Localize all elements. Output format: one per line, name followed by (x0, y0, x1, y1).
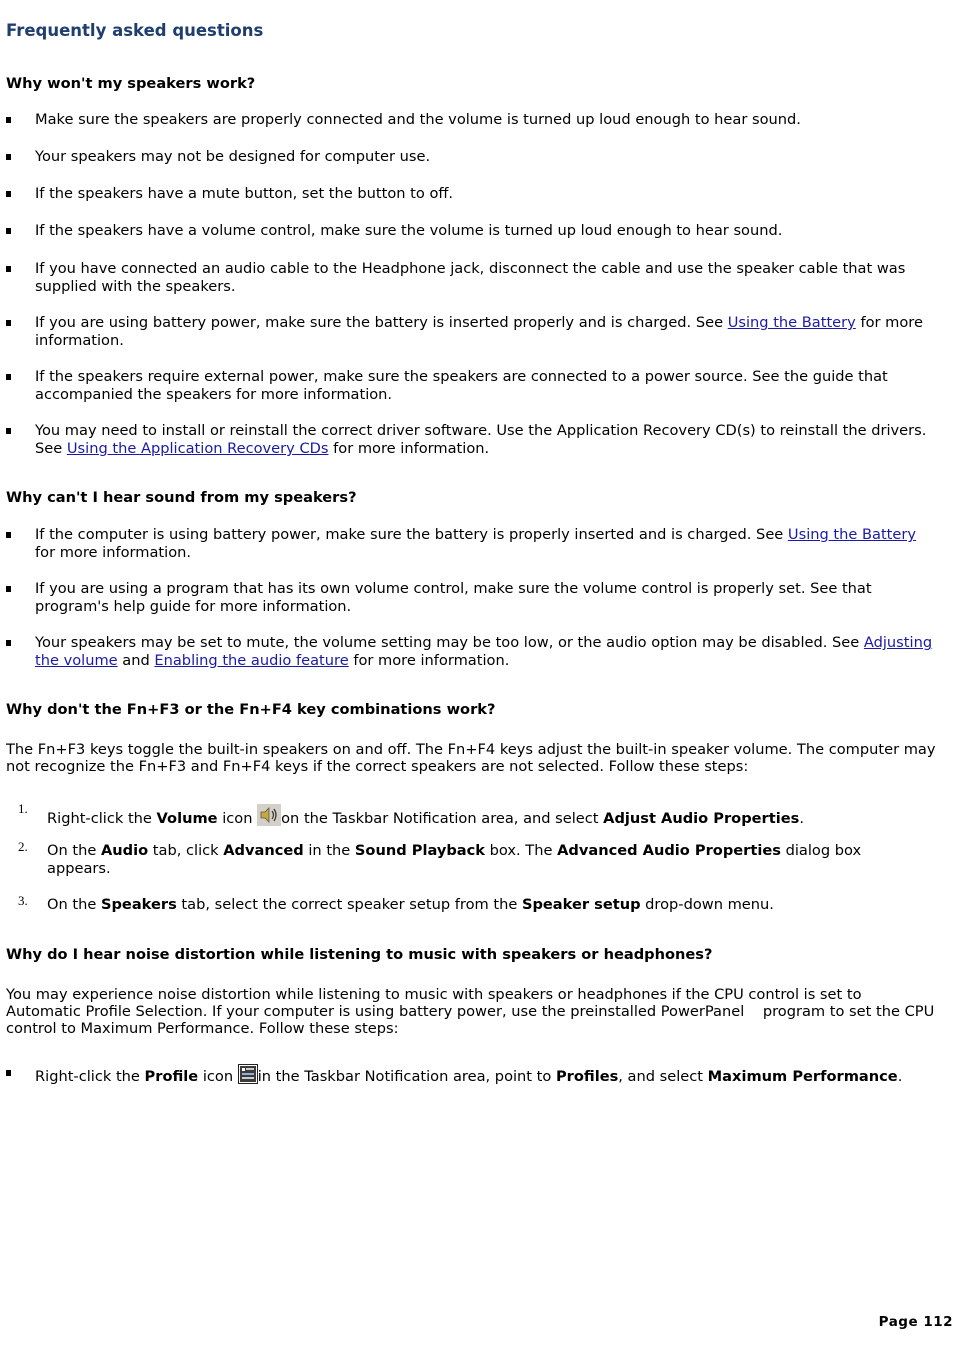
list-item: If the speakers have a volume control, make sure the volume is turned up loud enough to hear sound. (6, 222, 938, 240)
list-item: If you have connected an audio cable to the Headphone jack, disconnect the cable and use the speaker cable that was supplied with the speakers. (6, 260, 938, 296)
list-item: Your speakers may be set to mute, the volume setting may be too low, or the audio option may be disabled. See Adjusting the volume and Enabling the audio feature for more information. (6, 634, 938, 670)
bullet-icon (6, 1070, 11, 1076)
step-number: 2. (18, 839, 28, 854)
list-item: Right-click the Profile icon in the Taskbar Notification area, point to Profiles, and select Maximum Performance. (6, 1064, 938, 1089)
profile-icon (238, 1064, 258, 1089)
bullet-icon (6, 532, 11, 538)
list-item: You may need to install or reinstall the correct driver software. Use the Application Recovery CD(s) to reinstall the drivers. See Using the Application Recovery CDs for more information. (6, 422, 938, 458)
list-item: Your speakers may not be designed for computer use. (6, 148, 938, 166)
page-title: Frequently asked questions (6, 21, 264, 40)
list-item: If the speakers have a mute button, set the button to off. (6, 185, 938, 203)
step-number: 3. (18, 893, 28, 908)
bullet-icon (6, 117, 11, 123)
question-heading-no-sound: Why can't I hear sound from my speakers? (6, 489, 357, 506)
question-heading-noise-distortion: Why do I hear noise distortion while listening to music with speakers or headphones? (6, 946, 713, 963)
list-item: If the computer is using battery power, make sure the battery is properly inserted and is charged. See Using the Battery for more information. (6, 526, 938, 562)
list-item: If you are using a program that has its own volume control, make sure the volume control is properly set. See that program's help guide for more information. (6, 580, 938, 616)
link-adjusting-the-volume[interactable]: Adjusting the volume (35, 634, 933, 669)
bullet-icon (6, 191, 11, 197)
link-using-the-battery[interactable]: Using the Battery (727, 314, 856, 331)
bullet-icon (6, 640, 11, 646)
bullet-icon (6, 154, 11, 160)
bullet-icon (6, 320, 11, 326)
question-heading-fn-keys: Why don't the Fn+F3 or the Fn+F4 key combinations work? (6, 701, 496, 718)
paragraph-intro: The Fn+F3 keys toggle the built-in speakers on and off. The Fn+F4 keys adjust the built-in speaker volume. The computer may not recognize the Fn+F3 and Fn+F4 keys if the correct speakers are not selected. Follow these steps: (6, 741, 936, 775)
list-item: Make sure the speakers are properly connected and the volume is turned up loud enough to hear sound. (6, 111, 938, 129)
list-item: If the speakers require external power, make sure the speakers are connected to a power source. See the guide that accompanied the speakers for more information. (6, 368, 938, 404)
link-application-recovery-cds[interactable]: Using the Application Recovery CDs (66, 440, 329, 457)
question-heading-speakers-not-work: Why won't my speakers work? (6, 75, 256, 92)
list-item: If you are using battery power, make sure the battery is inserted properly and is charged. See Using the Battery for more information. (6, 314, 938, 350)
bullet-icon (6, 266, 11, 272)
step-item: 1. Right-click the Volume icon on the Taskbar Notification area, and select Adjust Audio Properties. (6, 804, 938, 831)
paragraph-intro: You may experience noise distortion while listening to music with speakers or headphones if the CPU control is set to Automatic Profile Selection. If your computer is using battery power, use the preinstalled PowerPanel program to set the CPU control to Maximum Performance. Follow these steps: (6, 986, 935, 1037)
bullet-icon (6, 228, 11, 234)
step-item: 3. On the Speakers tab, select the correct speaker setup from the Speaker setup drop-down menu. (18, 893, 774, 913)
speaker-volume-icon (257, 804, 281, 831)
step-item: 2. On the Audio tab, click Advanced in the Sound Playback box. The Advanced Audio Properties dialog box appears. (18, 839, 862, 877)
bullet-icon (6, 374, 11, 380)
step-number: 1. (18, 801, 28, 816)
link-using-the-battery[interactable]: Using the Battery (787, 526, 917, 543)
page-number: Page 112 (878, 1314, 953, 1330)
link-enabling-audio-feature[interactable]: Enabling the audio feature (154, 652, 349, 669)
bullet-icon (6, 428, 11, 434)
bullet-icon (6, 586, 11, 592)
